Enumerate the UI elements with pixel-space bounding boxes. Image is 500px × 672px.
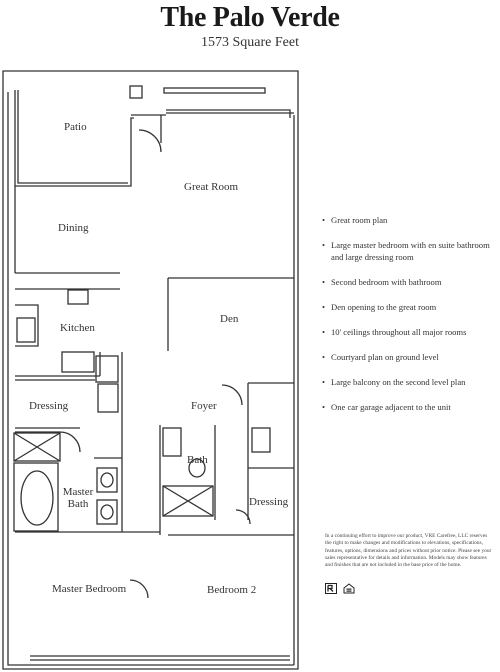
room-label-dining: Dining: [58, 222, 89, 234]
feature-item: • Second bedroom with bathroom: [322, 276, 497, 288]
room-label-master-bath: [58, 486, 98, 510]
room-label-foyer: Foyer: [191, 400, 217, 412]
feature-item: • Courtyard plan on ground level: [322, 351, 497, 363]
realtor-logo-icon: [325, 583, 337, 594]
feature-item: • Large master bedroom with en suite bathroom and large dressing room: [322, 239, 497, 263]
room-label-kitchen: Kitchen: [60, 322, 95, 334]
room-label-dressing-right: Dressing: [249, 496, 289, 508]
equal-housing-logo-icon: [343, 583, 355, 594]
feature-item: • Den opening to the great room: [322, 301, 497, 313]
room-label-master-bath-line1: Master: [62, 486, 94, 498]
room-label-great-room: Great Room: [184, 181, 239, 193]
feature-item: • Great room plan: [322, 214, 497, 226]
plan-title: The Palo Verde: [160, 2, 340, 33]
feature-list: [322, 214, 497, 426]
room-label-bedroom-2: Bedroom 2: [207, 584, 257, 596]
feature-item: • One car garage adjacent to the unit: [322, 401, 497, 413]
outer-wall: [3, 71, 298, 669]
room-label-den: Den: [220, 313, 239, 325]
floor-plan: [0, 68, 310, 672]
feature-item: • 10' ceilings throughout all major rooms: [322, 326, 497, 338]
legal-disclaimer: In a continuing effort to improve our product, VRE Carefree, LLC reserves the right to make changes and modifications to elevations, specifications, features, options, dimensions and prices without prior notice. Please see your sales representative for details and information. Models may show features and finishes that are not included in the base price of the home.: [325, 533, 492, 569]
room-label-dressing-left: Dressing: [29, 400, 69, 412]
room-label-patio: Patio: [64, 121, 87, 133]
room-label-bath: Bath: [187, 454, 208, 466]
room-label-master-bedroom: Master Bedroom: [52, 583, 127, 595]
square-footage: 1573 Square Feet: [201, 35, 299, 50]
room-label-master-bath-line2: Bath: [67, 498, 89, 510]
feature-item: • Large balcony on the second level plan: [322, 376, 497, 388]
patio-wall: [15, 90, 134, 186]
